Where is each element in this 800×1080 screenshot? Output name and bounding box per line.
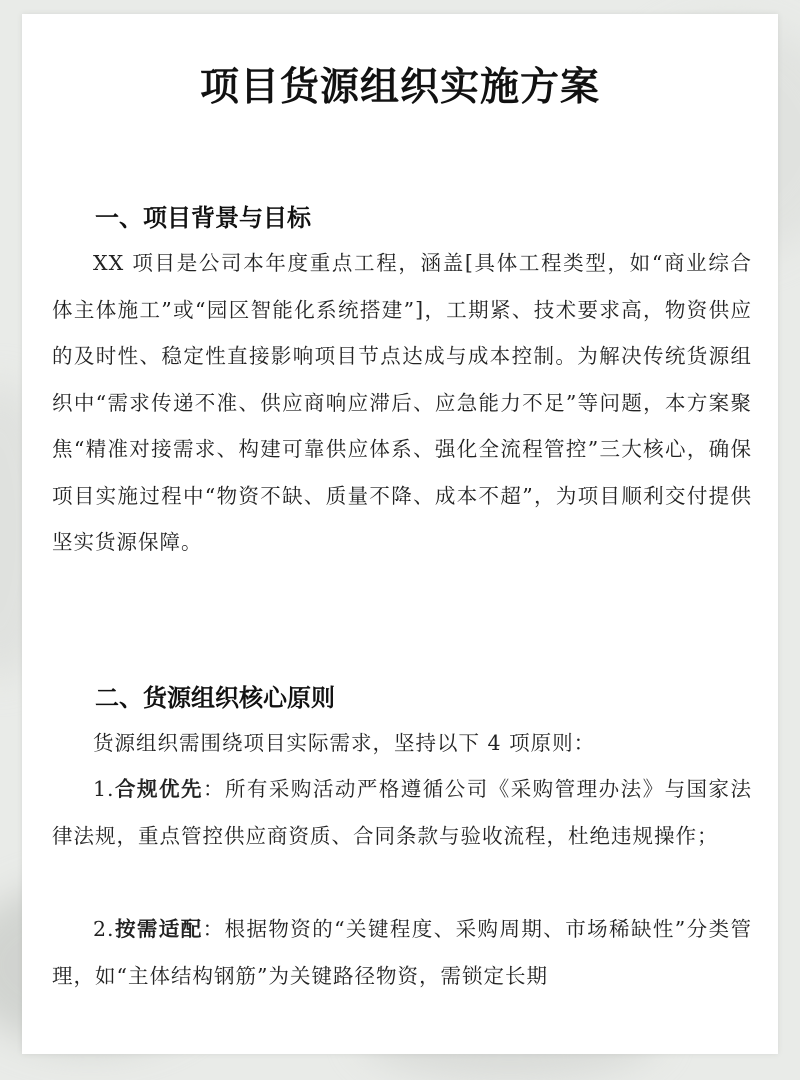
principle-label: 按需适配: [114, 917, 203, 941]
principle-number: 2.: [93, 917, 115, 941]
principles-intro: 货源组织需围绕项目实际需求，坚持以下 4 项原则：: [93, 731, 596, 755]
document-title: 项目货源组织实施方案: [199, 65, 600, 110]
principle-separator: ：: [202, 777, 225, 801]
principle-item: [52, 766, 752, 859]
section-heading-background: 一、项目背景与目标: [95, 204, 311, 232]
background-paragraph: XX 项目是公司本年度重点工程，涵盖[具体工程类型，如“商业综合体主体施工”或“园区智能化系统搭建”]，工期紧、技术要求高，物资供应的及时性、稳定性直接影响项目节点达成与成本控制。为解决传统货源组织中“需求传递不准、供应商响应滞后、应急能力不足”等问题，本方案聚焦“精准对接需求、构建可靠供应体系、强化全流程管控”三大核心，确保项目实施过程中“物资不缺、质量不降、成本不超”，为项目顺利交付提供坚实货源保障。: [52, 251, 752, 554]
principle-item: [52, 906, 752, 999]
principle-separator: ：: [202, 917, 225, 941]
section-heading-principles: 二、货源组织核心原则: [95, 684, 335, 712]
principle-number: 1.: [93, 777, 115, 801]
principle-text: 根据物资的“关键程度、采购周期、市场稀缺性”分类管理，如“主体结构钢筋”为关键路径物资，需锁定长期: [52, 917, 752, 988]
principle-text: 所有采购活动严格遵循公司《采购管理办法》与国家法律法规，重点管控供应商资质、合同条款与验收流程，杜绝违规操作；: [52, 777, 753, 848]
principle-label: 合规优先: [114, 777, 203, 801]
